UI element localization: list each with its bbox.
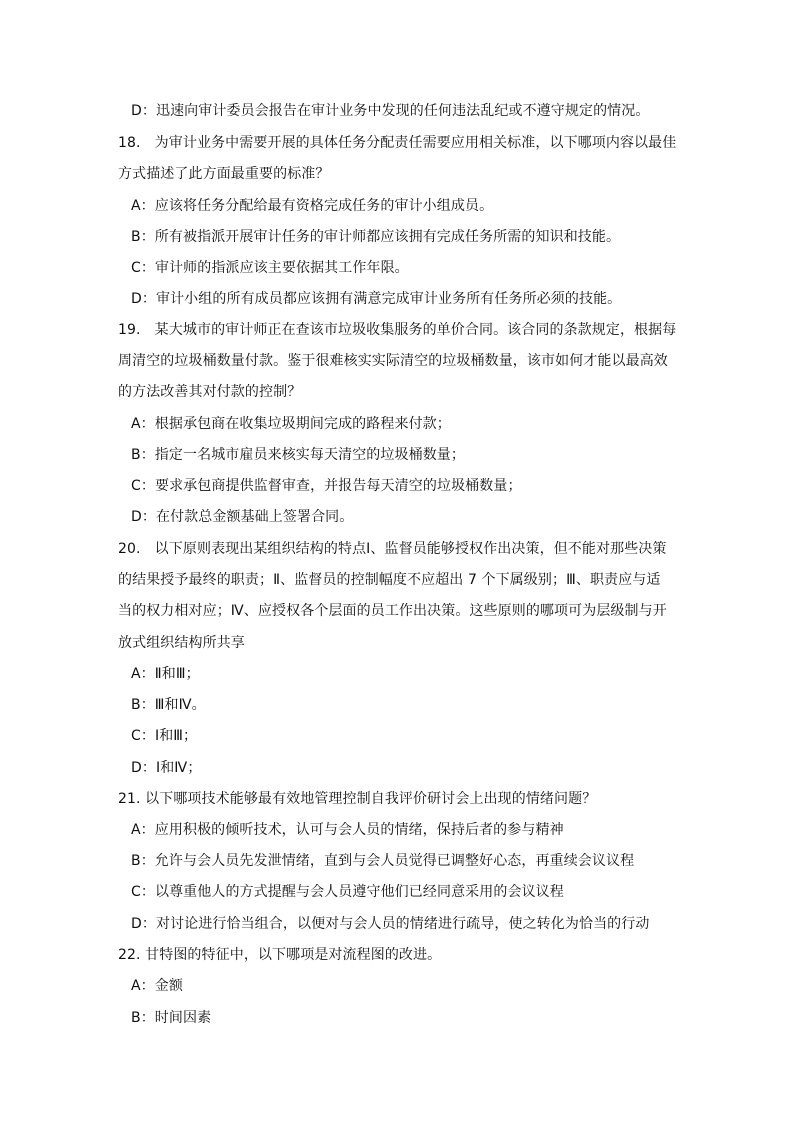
question-line: 周清空的垃圾桶数量付款。鉴于很难核实实际清空的垃圾桶数量，该市如何才能以最高效: [118, 353, 668, 369]
question-line: 21. 以下哪项技术能够最有效地管理控制自我评价研讨会上出现的情绪问题？: [118, 791, 597, 807]
option-line: B：时间因素: [131, 1010, 212, 1026]
question-line: 方式描述了此方面最重要的标准？: [118, 166, 330, 182]
option-line: A：应该将任务分配给最有资格完成任务的审计小组成员。: [131, 198, 494, 214]
option-line: D：审计小组的所有成员都应该拥有满意完成审计业务所有任务所必须的技能。: [131, 291, 622, 307]
option-line: A：金额: [131, 978, 183, 994]
question-line: 的结果授予最终的职责；Ⅱ、监督员的控制幅度不应超出 7 个下属级别；Ⅲ、职责应与适: [118, 572, 661, 588]
option-line: A：根据承包商在收集垃圾期间完成的路程来付款；: [131, 416, 451, 432]
option-line: B：允许与会人员先发泄情绪，直到与会人员觉得已调整好心态，再重续会议议程: [131, 853, 635, 869]
question-line: 20. 以下原则表现出某组织结构的特点Ⅰ、监督员能够授权作出决策，但不能对那些决策: [118, 541, 667, 557]
question-line: 22. 甘特图的特征中，以下哪项是对流程图的改进。: [118, 947, 442, 963]
question-line: 18. 为审计业务中需要开展的具体任务分配责任需要应用相关标准，以下哪项内容以最佳: [118, 135, 677, 151]
question-line: 放式组织结构所共享: [118, 635, 245, 651]
option-line: D：在付款总金额基础上签署合同。: [131, 509, 354, 525]
option-line: D：迅速向审计委员会报告在审计业务中发现的任何违法乱纪或不遵守规定的情况。: [131, 103, 650, 119]
option-line: D：Ⅰ和Ⅳ；: [131, 760, 202, 776]
option-line: D：对讨论进行恰当组合，以便对与会人员的情绪进行疏导，使之转化为恰当的行动: [131, 916, 650, 932]
question-line: 的方法改善其对付款的控制？: [118, 384, 302, 400]
option-line: C：Ⅰ和Ⅲ；: [131, 728, 198, 744]
option-line: B：所有被指派开展审计任务的审计师都应该拥有完成任务所需的知识和技能。: [131, 229, 621, 245]
option-line: B：指定一名城市雇员来核实每天清空的垃圾桶数量；: [131, 447, 466, 463]
option-line: C：审计师的指派应该主要依据其工作年限。: [131, 260, 409, 276]
option-line: A：应用积极的倾听技术，认可与会人员的情绪，保持后者的参与精神: [131, 822, 564, 838]
option-line: C：要求承包商提供监督审查，并报告每天清空的垃圾桶数量；: [131, 478, 522, 494]
question-line: 当的权力相对应；Ⅳ、应授权各个层面的员工作出决策。这些原则的哪项可为层级制与开: [118, 603, 667, 619]
option-line: B：Ⅲ和Ⅳ。: [131, 697, 206, 713]
option-line: C：以尊重他人的方式提醒与会人员遵守他们已经同意采用的会议议程: [131, 884, 564, 900]
option-line: A：Ⅱ和Ⅲ；: [131, 666, 200, 682]
question-line: 19. 某大城市的审计师正在查该市垃圾收集服务的单价合同。该合同的条款规定，根据每: [118, 322, 677, 338]
